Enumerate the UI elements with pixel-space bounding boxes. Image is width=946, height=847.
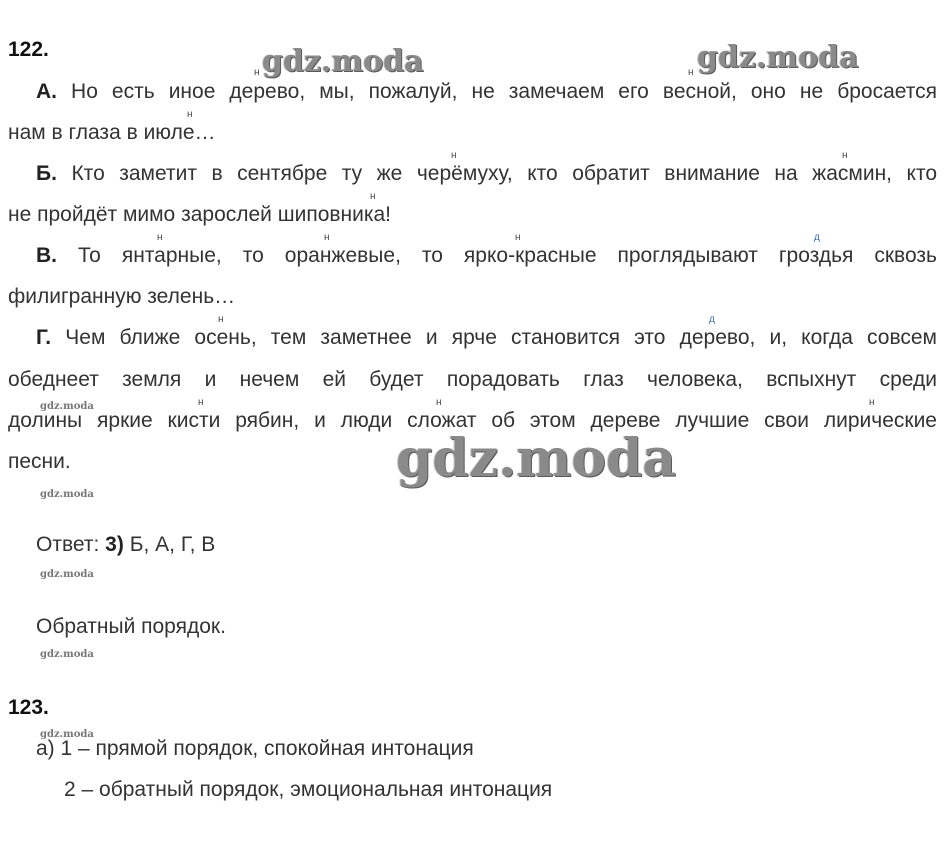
stress-mark: д: [814, 232, 820, 243]
sentence-v-line-2: филигранную зелень…: [8, 285, 236, 308]
stress-mark: н: [198, 397, 204, 408]
watermark-small: gdz.moda: [40, 401, 94, 412]
sentence-g-line-4: песни.: [8, 450, 71, 473]
sentence-b-label: Б.: [36, 162, 57, 185]
sentence-v-label: В.: [36, 244, 57, 267]
sentence-g-label: Г.: [36, 326, 52, 349]
answer-value: Б, А, Г, В: [129, 533, 216, 556]
order-note: Обратный порядок.: [36, 615, 226, 638]
sentence-b-line-1: Б. Кто заметит в сентябре ту же черёмуху, кто обратит внимание на жасмин, кто: [36, 162, 937, 185]
task-122-number: 122.: [8, 38, 49, 61]
answer-prefix: Ответ:: [36, 533, 100, 556]
watermark-small: gdz.moda: [40, 569, 94, 580]
stress-mark: н: [869, 397, 875, 408]
stress-mark: н: [324, 232, 330, 243]
sentence-v-line-1: В. То янтарные, то оранжевые, то ярко-красные проглядывают гроздья сквозь: [36, 244, 937, 267]
watermark-small: gdz.moda: [40, 649, 94, 660]
sentence-b-line-2: не пройдёт мимо зарослей шиповника!: [8, 203, 392, 226]
task-123-line-2: 2 – обратный порядок, эмоциональная интонация: [64, 778, 553, 801]
watermark-center: gdz.moda: [396, 428, 677, 489]
stress-mark: н: [254, 67, 260, 78]
answer-line: [36, 532, 215, 558]
sentence-g-line-1: Г. Чем ближе осень, тем заметнее и ярче становится это дерево, и, когда совсем: [36, 326, 937, 349]
sentence-g-line-3: долины яркие кисти рябин, и люди сложат об этом дереве лучшие свои лирические: [8, 409, 937, 432]
sentence-a-label: А.: [36, 80, 57, 103]
watermark-small: gdz.moda: [40, 489, 94, 500]
stress-mark: н: [436, 397, 442, 408]
sentence-g-line-2: обеднеет земля и нечем ей будет порадовать глаз человека, вспыхнут среди: [8, 368, 937, 391]
task-123-line-1: а) 1 – прямой порядок, спокойная интонация: [36, 737, 474, 760]
stress-mark: н: [515, 232, 521, 243]
answer-option: 3): [105, 533, 124, 556]
stress-mark: н: [688, 67, 694, 78]
stress-mark: н: [842, 150, 848, 161]
stress-mark: н: [187, 109, 193, 120]
sentence-a-line-1: А. Но есть иное дерево, мы, пожалуй, не замечаем его весной, оно не бросается: [36, 80, 937, 103]
stress-mark: н: [157, 232, 163, 243]
stress-mark: д: [709, 314, 715, 325]
watermark-top-left: gdz.moda: [262, 44, 424, 79]
stress-mark: н: [218, 314, 224, 325]
sentence-a-line-2: нам в глаза в июле…: [8, 121, 216, 144]
watermark-top-right: gdz.moda: [697, 40, 859, 75]
watermark-small: gdz.moda: [40, 729, 94, 740]
stress-mark: н: [451, 150, 457, 161]
task-123-number: 123.: [8, 696, 49, 719]
stress-mark: н: [370, 191, 376, 202]
